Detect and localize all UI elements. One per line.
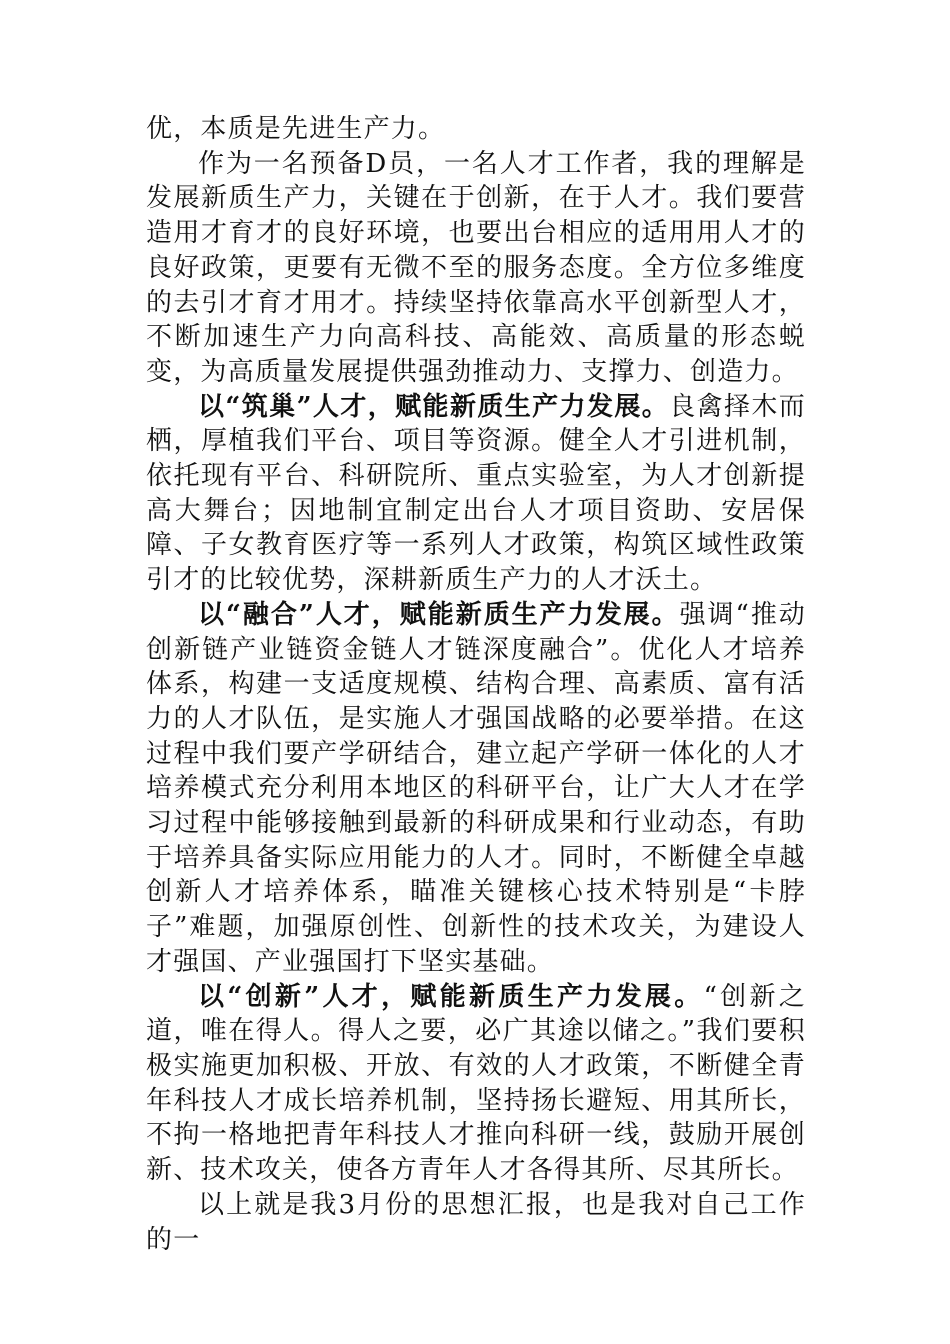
document-page <box>146 112 806 1257</box>
paragraph-3-lead: 以“筑巢”人才，赋能新质生产力发展。 <box>198 391 670 422</box>
paragraph-3 <box>146 390 806 598</box>
paragraph-5-text: “创新之道，唯在得人。得人之要，必广其途以储之。”我们要积极实施更加积极、开放、有效的人才政策，不断健全青年科技人才成长培养机制，坚持扬长避短、用其所长，不拘一格地把青年科技人才推向科研一线，鼓励开展创新、技术攻关，使各方青年人才各得其所、尽其所长。 <box>146 981 806 1186</box>
paragraph-4 <box>146 598 806 980</box>
paragraph-6 <box>146 1188 806 1257</box>
paragraph-5-lead: 以“创新”人才，赋能新质生产力发展。 <box>198 981 704 1012</box>
paragraph-4-text: 强调“推动创新链产业链资金链人才链深度融合”。优化人才培养体系，构建一支适度规模、结构合理、高素质、富有活力的人才队伍，是实施人才强国战略的必要举措。在这过程中我们要产学研结合，建立起产学研一体化的人才培养模式充分利用本地区的科研平台，让广大人才在学习过程中能够接触到最新的科研成果和行业动态，有助于培养具备实际应用能力的人才。同时，不断健全卓越创新人才培养体系，瞄准关键核心技术特别是“卡脖子”难题，加强原创性、创新性的技术攻关，为建设人才强国、产业强国打下坚实基础。 <box>146 599 806 977</box>
paragraph-2 <box>146 147 806 390</box>
paragraph-3-text: 良禽择木而栖，厚植我们平台、项目等资源。健全人才引进机制，依托现有平台、科研院所、重点实验室，为人才创新提高大舞台；因地制宜制定出台人才项目资助、安居保障、子女教育医疗等一系列人才政策，构筑区域性政策引才的比较优势，深耕新质生产力的人才沃土。 <box>146 391 806 596</box>
paragraph-5 <box>146 980 806 1188</box>
paragraph-2-text: 作为一名预备D员，一名人才工作者，我的理解是发展新质生产力，关键在于创新，在于人才。我们要营造用才育才的良好环境，也要出台相应的适用用人才的良好政策，更要有无微不至的服务态度。全方位多维度的去引才育才用才。持续坚持依靠高水平创新型人才，不断加速生产力向高科技、高能效、高质量的形态蜕变，为高质量发展提供强劲推动力、支撑力、创造力。 <box>146 148 806 387</box>
paragraph-1 <box>146 112 806 147</box>
paragraph-4-lead: 以“融合”人才，赋能新质生产力发展。 <box>198 599 680 630</box>
paragraph-6-text: 以上就是我3月份的思想汇报，也是我对自己工作的一 <box>146 1189 806 1255</box>
paragraph-1-text: 优，本质是先进生产力。 <box>146 114 446 144</box>
